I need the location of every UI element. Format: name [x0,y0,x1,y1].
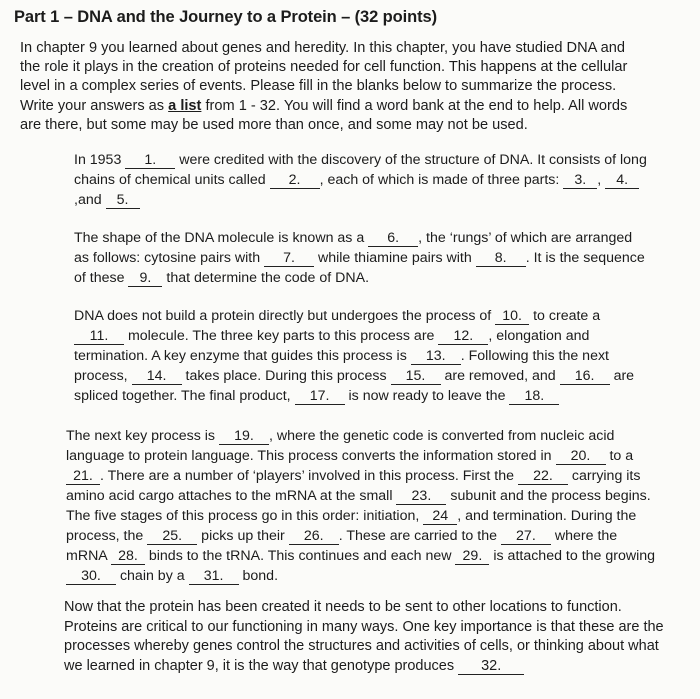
text: DNA does not build a protein directly but undergoes the process of [74,308,496,324]
blank-1[interactable]: 1. [125,153,175,169]
paragraph-4 [66,426,656,586]
text: In 1953 [74,152,126,168]
text: are removed, and [440,368,560,384]
intro-text: In chapter 9 you learned about genes and heredity. In this chapter, you have studied DNA and the role it plays in the creation of proteins needed for cell function. This happens at the cellular level in a complex series of events. Please fill in the blanks below to summarize the process. Write your answers as [20,40,628,114]
text: ,and [74,192,106,208]
blank-7[interactable]: 7. [264,251,314,267]
blank-22[interactable]: 22. [518,469,568,485]
text: , [597,172,606,188]
blank-29[interactable]: 29. [455,549,489,565]
text: . These are carried to the [338,528,501,544]
text: is now ready to leave the [344,388,510,404]
text: , and termination. During the process, the [66,508,637,544]
text: , elongation and termination. A key enzyme that guides this process is [74,328,590,364]
blank-13[interactable]: 13. [411,349,461,365]
blank-24[interactable]: 24 [423,509,457,525]
text: . Following this the next process, [74,348,609,384]
text: is attached to the growing [489,548,656,564]
blank-25[interactable]: 25. [147,529,197,545]
blank-31[interactable]: 31. [189,569,239,585]
blank-20[interactable]: 20. [556,449,606,465]
text: molecule. The three key parts to this process are [124,328,439,344]
blank-4[interactable]: 4. [605,173,639,189]
text: The shape of the DNA molecule is known as a [74,230,369,246]
text: where the mRNA [66,528,618,564]
text: carrying its amino acid cargo attaches to the mRNA at the small [66,468,641,504]
blank-16[interactable]: 16. [560,369,610,385]
blank-26[interactable]: 26. [289,529,339,545]
instructions [20,39,642,135]
text: , each of which is made of three parts: [319,172,564,188]
text: , where the genetic code is converted from nucleic acid language to protein language. This process converts the information stored in [66,428,615,464]
blank-32[interactable]: 32. [458,659,524,675]
blank-23[interactable]: 23. [396,489,446,505]
blank-30[interactable]: 30. [66,569,116,585]
text: binds to the tRNA. This continues and each new [144,548,456,564]
text: to create a [529,308,601,324]
text: . It is the sequence of these [74,250,645,286]
text: bond. [238,568,279,584]
paragraph-2 [74,228,649,288]
blank-28[interactable]: 28. [111,549,145,565]
blank-2[interactable]: 2. [270,173,320,189]
blank-5[interactable]: 5. [106,193,140,209]
text: to a [605,448,634,464]
blank-12[interactable]: 12. [438,329,488,345]
blank-18[interactable]: 18. [509,389,559,405]
text: The next key process is [66,428,219,444]
text: that determine the code of DNA. [162,270,370,286]
blank-3[interactable]: 3. [563,173,597,189]
blank-17[interactable]: 17. [295,389,345,405]
blank-11[interactable]: 11. [74,329,124,345]
blank-15[interactable]: 15. [391,369,441,385]
paragraph-1 [74,150,649,210]
intro-text-end: from 1 - 32. You will find a word bank at the end to help. All words are there, but some may be used more than once, and some may not be used. [20,97,628,133]
blank-27[interactable]: 27. [501,529,551,545]
paragraph-3 [74,306,649,406]
text: Now that the protein has been created it needs to be sent to other locations to function. Proteins are critical to our functioning in many ways. One key importance is that these are the processes whereby genes control the structures and activities of cells, or thinking about what we learned in chapter 9, it is the way that genotype produces [64,599,664,674]
page-title: Part 1 – DNA and the Journey to a Protein – (32 points) [14,8,437,26]
text: chain by a [116,568,189,584]
text: . There are a number of ‘players’ involved in this process. First the [100,468,518,484]
text: subunit and the process begins. The five stages of this process go in this order: initiation, [66,488,651,524]
blank-6[interactable]: 6. [368,231,418,247]
blank-10[interactable]: 10. [495,309,529,325]
blank-8[interactable]: 8. [476,251,526,267]
blank-9[interactable]: 9. [128,271,162,287]
text: while thiamine pairs with [314,250,476,266]
text: are spliced together. The final product, [74,368,635,404]
paragraph-5 [64,598,674,676]
text: , the ‘rungs’ of which are arranged as follows: cytosine pairs with [74,230,633,266]
text: picks up their [197,528,289,544]
intro-emphasis: a list [168,97,202,114]
text: were credited with the discovery of the structure of DNA. It consists of long chains of chemical units called [74,152,647,188]
blank-19[interactable]: 19. [219,429,269,445]
blank-21[interactable]: 21. [66,469,100,485]
blank-14[interactable]: 14. [132,369,182,385]
text: takes place. During this process [181,368,391,384]
